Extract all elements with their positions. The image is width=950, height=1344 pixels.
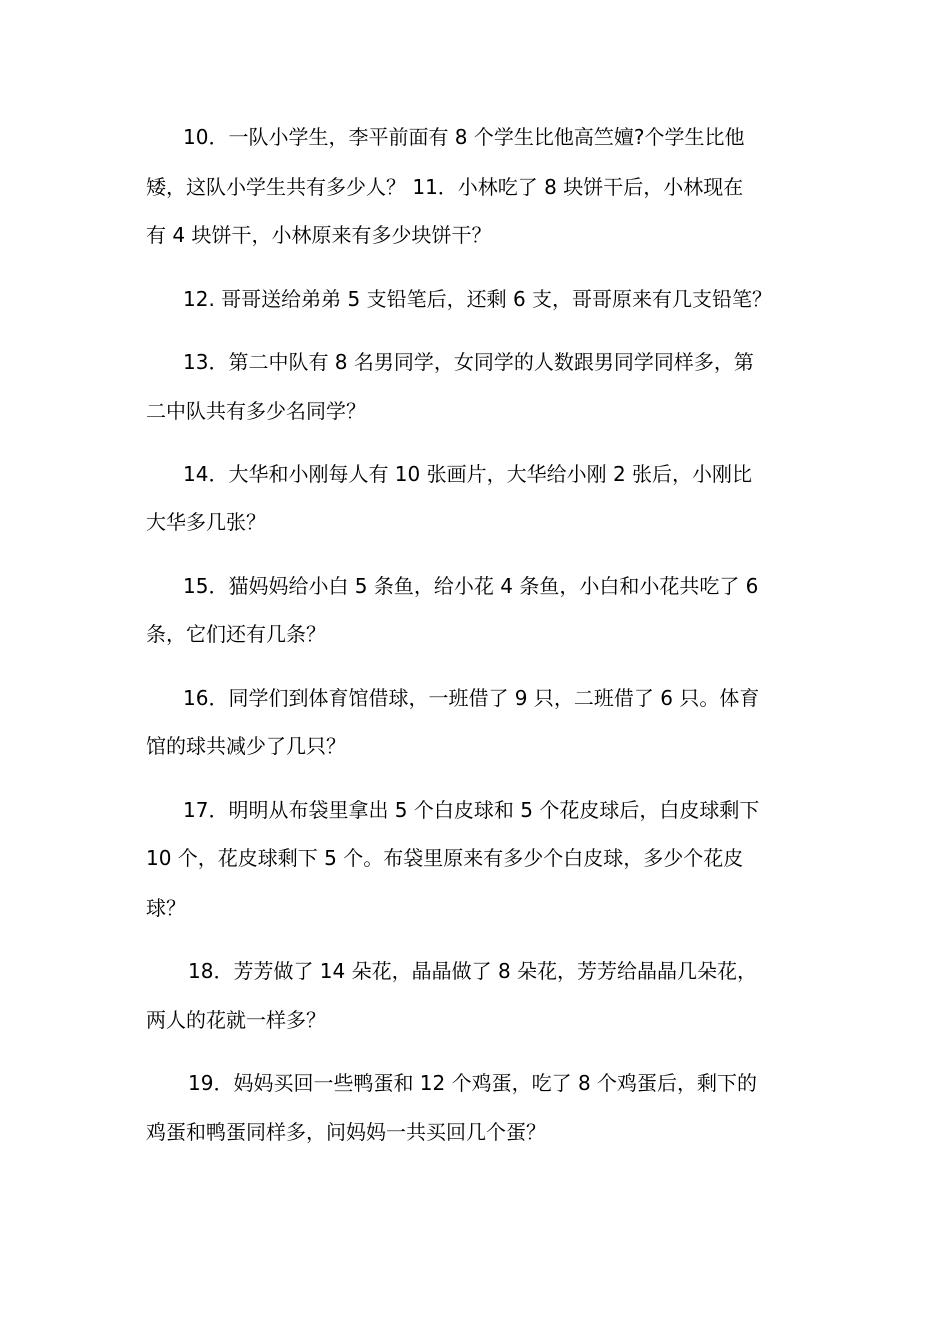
text-line: 15．猫妈妈给小白 5 条鱼，给小花 4 条鱼，小白和小花共吃了 6 [183, 574, 759, 598]
text-line: 19．妈妈买回一些鸭蛋和 12 个鸡蛋，吃了 8 个鸡蛋后，剩下的 [188, 1071, 758, 1095]
text-line: 矮，这队小学生共有多少人？ 11．小林吃了 8 块饼干后，小林现在 [146, 175, 744, 199]
text-line: 10 个，花皮球剩下 5 个。布袋里原来有多少个白皮球，多少个花皮 [146, 846, 744, 870]
text-line: 球？ [146, 896, 186, 920]
text-line: 12. 哥哥送给弟弟 5 支铅笔后，还剩 6 支，哥哥原来有几支铅笔？ [183, 287, 773, 311]
text-line: 有 4 块饼干，小林原来有多少块饼干？ [146, 223, 492, 247]
text-line: 条，它们还有几条？ [146, 622, 326, 646]
text-line: 大华多几张？ [146, 510, 266, 534]
text-line: 10．一队小学生，李平前面有 8 个学生比他高竺嬗?个学生比他 [183, 125, 745, 149]
text-line: 18．芳芳做了 14 朵花，晶晶做了 8 朵花，芳芳给晶晶几朵花， [188, 959, 758, 983]
text-line: 两人的花就一样多？ [146, 1008, 326, 1032]
text-line: 17．明明从布袋里拿出 5 个白皮球和 5 个花皮球后，白皮球剩下 [183, 798, 760, 822]
text-line: 馆的球共减少了几只？ [146, 734, 346, 758]
text-line: 16．同学们到体育馆借球，一班借了 9 只，二班借了 6 只。体育 [183, 686, 760, 710]
text-line: 14．大华和小刚每人有 10 张画片，大华给小刚 2 张后，小刚比 [183, 462, 753, 486]
text-line: 鸡蛋和鸭蛋同样多，问妈妈一共买回几个蛋？ [146, 1120, 546, 1144]
text-line: 二中队共有多少名同学？ [146, 399, 366, 423]
text-line: 13．第二中队有 8 名男同学，女同学的人数跟男同学同样多，第 [183, 350, 754, 374]
